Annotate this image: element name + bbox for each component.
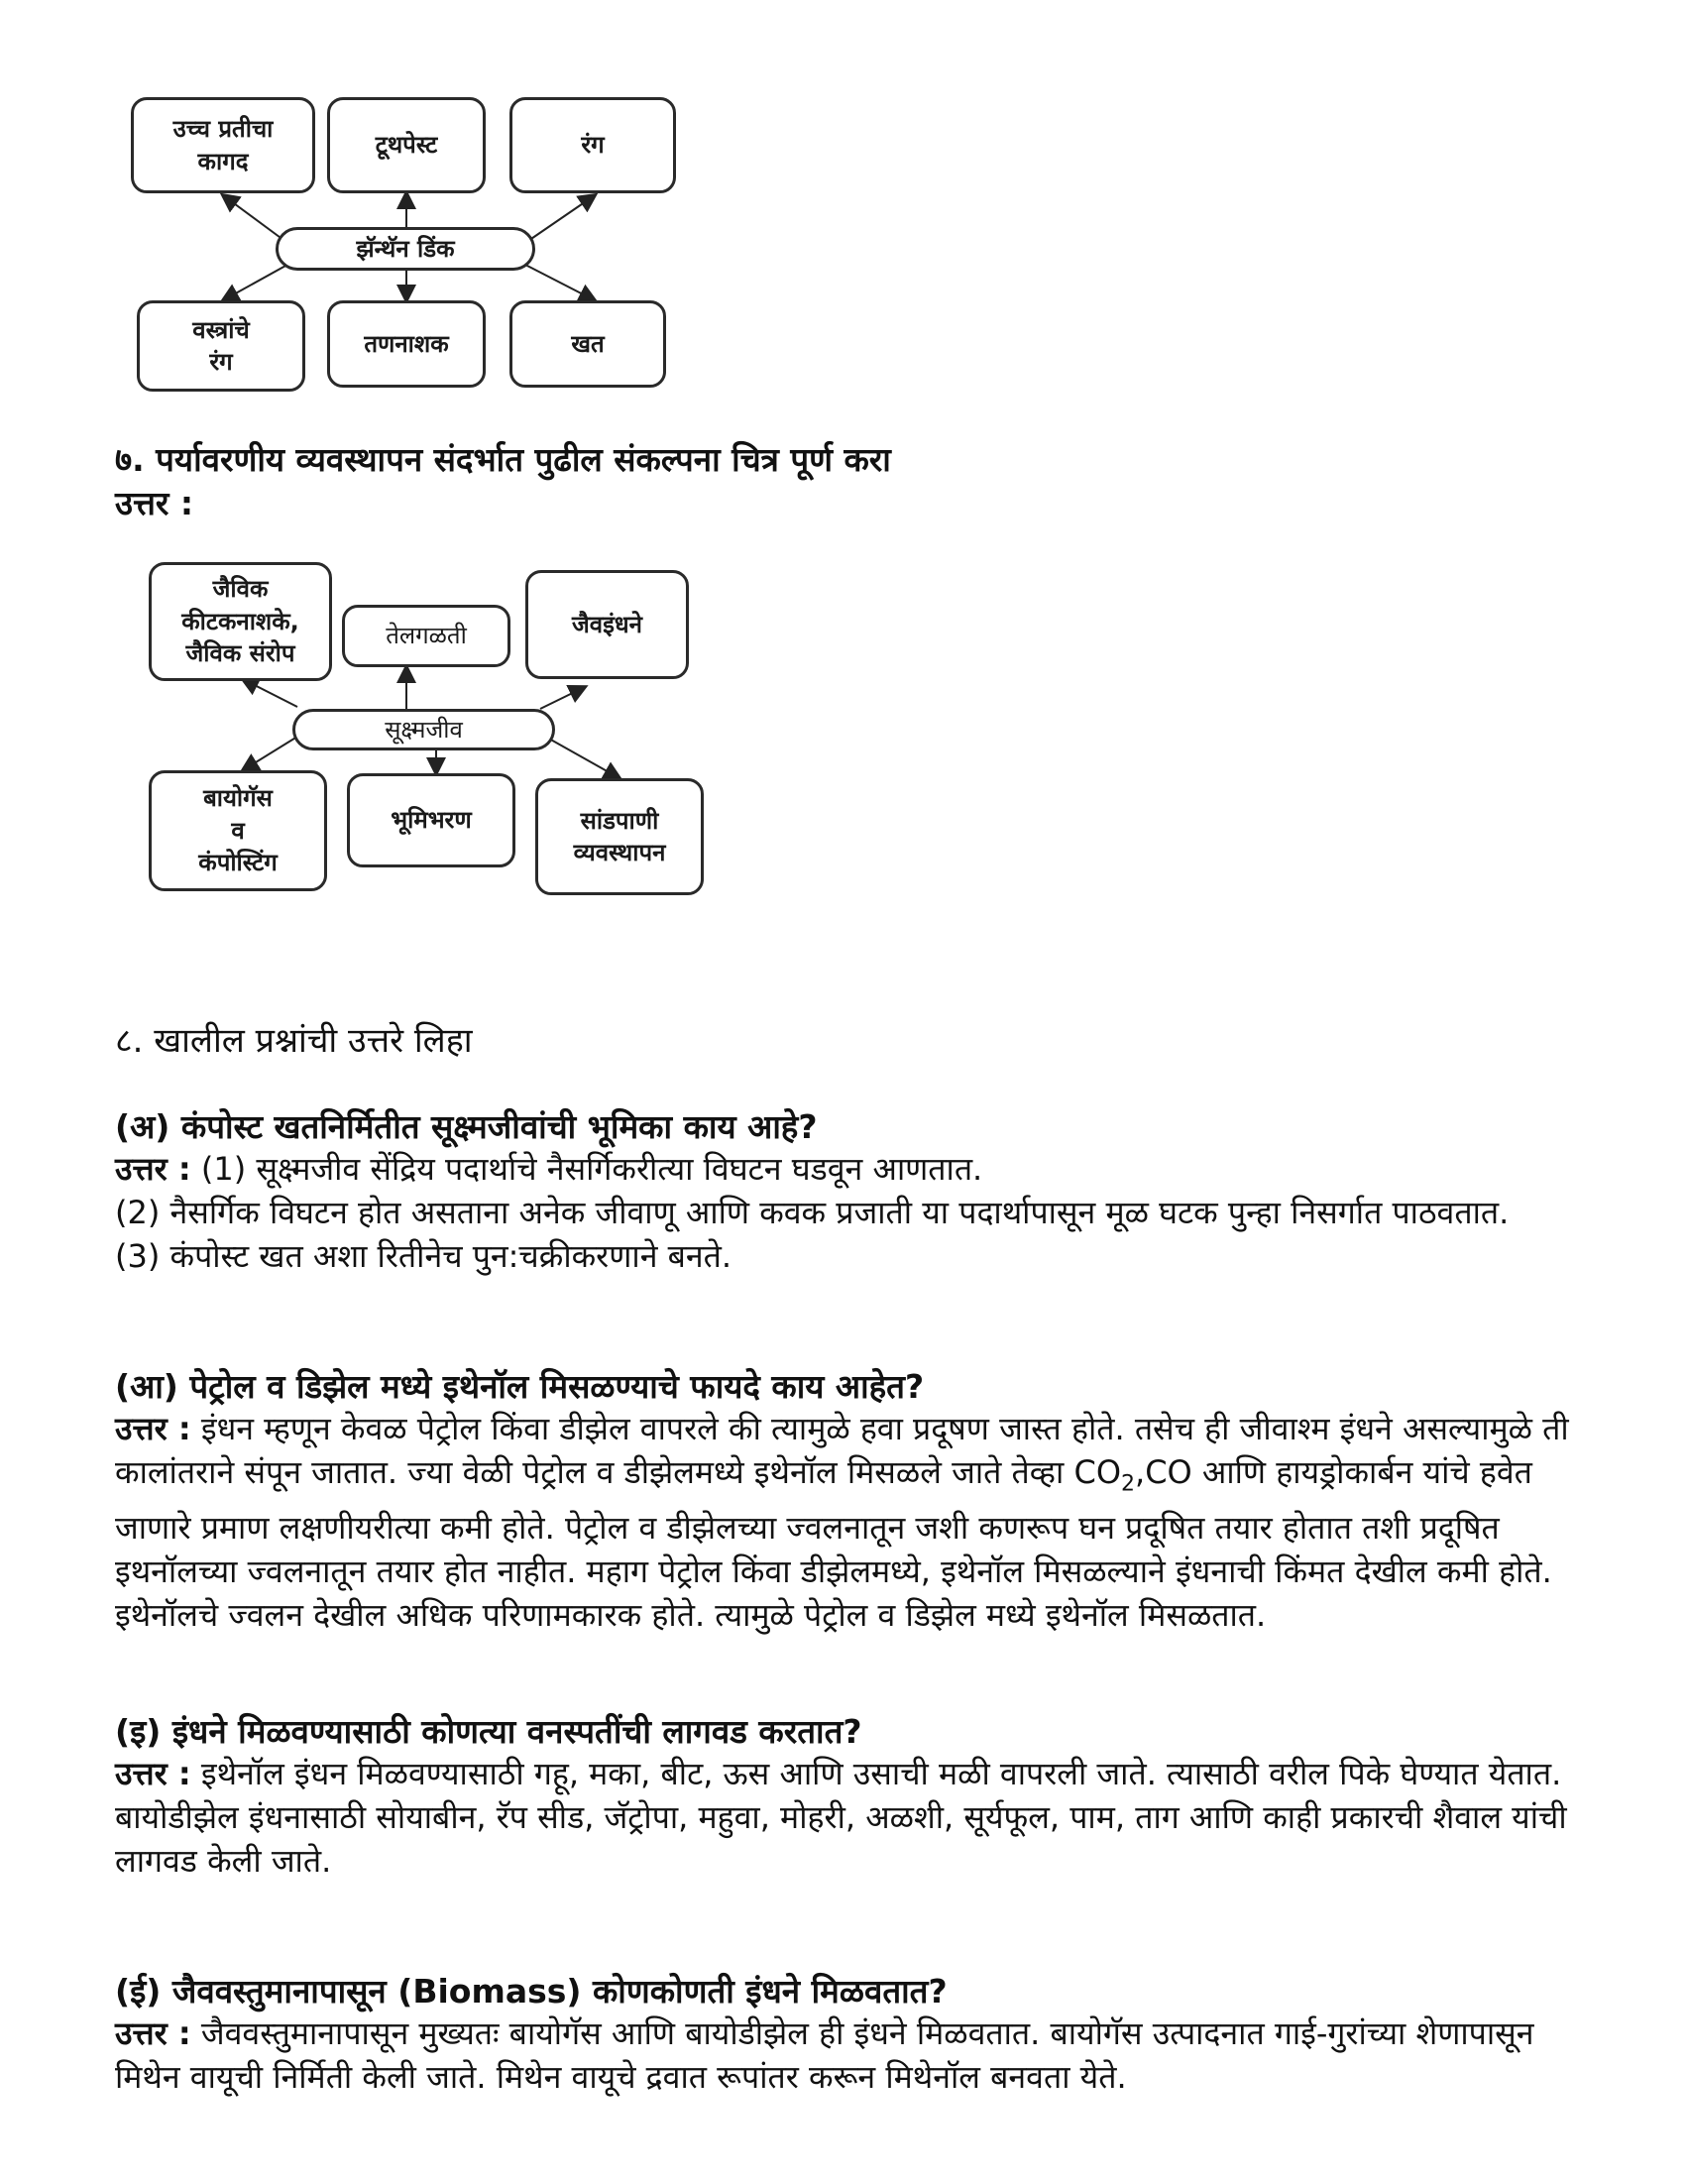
question-8a: (अ) कंपोस्ट खतनिर्मितीत सूक्ष्मजीवांची भूमिका काय आहे? xyxy=(115,1107,818,1146)
answer-8aa-text-2: ,CO आणि हायड्रोकार्बन यांचे हवेत जाणारे प्रमाण लक्षणीयरीत्या कमी होते. पेट्रोल व डीझेलच्या ज्वलनातून जशी कणरूप घन प्रदूषित तयार होतात तशी प्रदूषित इथनॉलच्या ज्वलनातून तयार होत नाहीत. महाग पेट्रोल किंवा डीझेलमध्ये, इथेनॉल मिसळल्याने इंधनाची किंमत देखील कमी होते. xyxy=(115,1453,1552,1591)
answer-8aa xyxy=(115,1407,1592,1637)
diagram1-center-xanthan-gum: झॅन्थॅन डिंक xyxy=(276,227,535,271)
diagram1-box-fertilizer: खत xyxy=(509,300,666,388)
concept-diagram-microbes xyxy=(144,560,714,902)
answer-8a-line-1: (1) सूक्ष्मजीव सेंद्रिय पदार्थाचे नैसर्गिकरीत्या विघटन घडवून आणतात. xyxy=(190,1150,983,1188)
answer-8aa-text-1: इंधन म्हणून केवळ पेट्रोल किंवा डीझेल वापरले की त्यामुळे हवा प्रदूषण जास्त होते. तसेच ही जीवाश्म इंधने असल्यामुळे ती कालांतराने संपून जातात. ज्या वेळी पेट्रोल व डीझेलमध्ये इथेनॉल मिसळले जाते तेव्हा xyxy=(115,1410,1569,1491)
answer-8aa-text-3: इथेनॉलचे ज्वलन देखील अधिक परिणामकारक होते. त्यामुळे पेट्रोल व डिझेल मध्ये इथेनॉल मिसळतात. xyxy=(115,1596,1267,1635)
answer-label: उत्तर : xyxy=(115,2014,191,2052)
diagram1-box-textile-dye: वस्त्रांचे रंग xyxy=(137,300,305,392)
question-8-title: ८. खालील प्रश्नांची उत्तरे लिहा xyxy=(115,1021,473,1061)
co2-formula: $CO_2$ xyxy=(1073,1453,1136,1497)
question-7-answer-label: उत्तर : xyxy=(115,484,194,522)
diagram1-box-paint: रंग xyxy=(509,97,676,193)
diagram2-box-biofuels: जैवइंधने xyxy=(525,570,689,679)
answer-8i xyxy=(115,1752,1592,1883)
question-8i: (इ) इंधने मिळवण्यासाठी कोणत्या वनस्पतींची लागवड करतात? xyxy=(115,1712,862,1751)
answer-8ii-text-1: जैववस्तुमानापासून मुख्यतः बायोगॅस आणि बायोडीझेल ही इंधने मिळवतात. बायोगॅस उत्पादनात गाई-गुरांच्या शेणापासून मिथेन वायूची निर्मिती केली जाते. मिथेन वायूचे द्रवात रूपांतर करून मिथेनॉल बनवता येते. xyxy=(115,2014,1534,2096)
question-8ii: (ई) जैववस्तुमानापासून (Biomass) कोणकोणती इंधने मिळवतात? xyxy=(115,1972,948,2011)
answer-label: उत्तर : xyxy=(115,1410,191,1447)
answer-8ii xyxy=(115,2012,1592,2099)
answer-label: उत्तर : xyxy=(115,1150,191,1188)
answer-8a xyxy=(115,1147,1592,1278)
diagram2-box-biogas-composting: बायोगॅस व कंपोस्टिंग xyxy=(149,770,327,891)
answer-label: उत्तर : xyxy=(115,1755,191,1792)
answer-8i-text-1: इथेनॉल इंधन मिळवण्यासाठी गहू, मका, बीट, ऊस आणि उसाची मळी वापरली जाते. त्यासाठी वरील पिके घेण्यात येतात. xyxy=(190,1755,1562,1792)
diagram2-box-biopesticides: जैविक कीटकनाशके, जैविक संरोप xyxy=(149,562,332,681)
concept-diagram-xanthan xyxy=(129,94,684,397)
diagram2-box-landfill: भूमिभरण xyxy=(347,773,515,867)
diagram1-box-herbicide: तणनाशक xyxy=(327,300,486,388)
diagram2-box-sewage-management: सांडपाणी व्यवस्थापन xyxy=(535,778,704,895)
answer-8a-line-3: (3) कंपोस्ट खत अशा रितीनेच पुन:चक्रीकरणाने बनते. xyxy=(115,1237,732,1275)
diagram1-box-paper: उच्च प्रतीचा कागद xyxy=(131,97,315,193)
diagram1-box-toothpaste: टूथपेस्ट xyxy=(327,97,486,193)
answer-8a-line-2: (2) नैसर्गिक विघटन होत असताना अनेक जीवाणू आणि कवक प्रजाती या पदार्थापासून मूळ घटक पुन्हा निसर्गात पाठवतात. xyxy=(115,1194,1510,1231)
answer-8i-text-2: बायोडीझेल इंधनासाठी सोयाबीन, रॅप सीड, जॅट्रोपा, महुवा, मोहरी, अळशी, सूर्यफूल, पाम, ताग आणि काही प्रकारची शैवाल यांची लागवड केली जाते. xyxy=(115,1798,1567,1880)
question-8aa: (आ) पेट्रोल व डिझेल मध्ये इथेनॉल मिसळण्याचे फायदे काय आहेत? xyxy=(115,1367,925,1406)
question-7-title: ७. पर्यावरणीय व्यवस्थापन संदर्भात पुढील संकल्पना चित्र पूर्ण करा xyxy=(115,440,891,479)
diagram2-center-microbes: सूक्ष्मजीव xyxy=(292,709,555,750)
diagram2-box-oil-spill: तेलगळती xyxy=(342,605,510,667)
